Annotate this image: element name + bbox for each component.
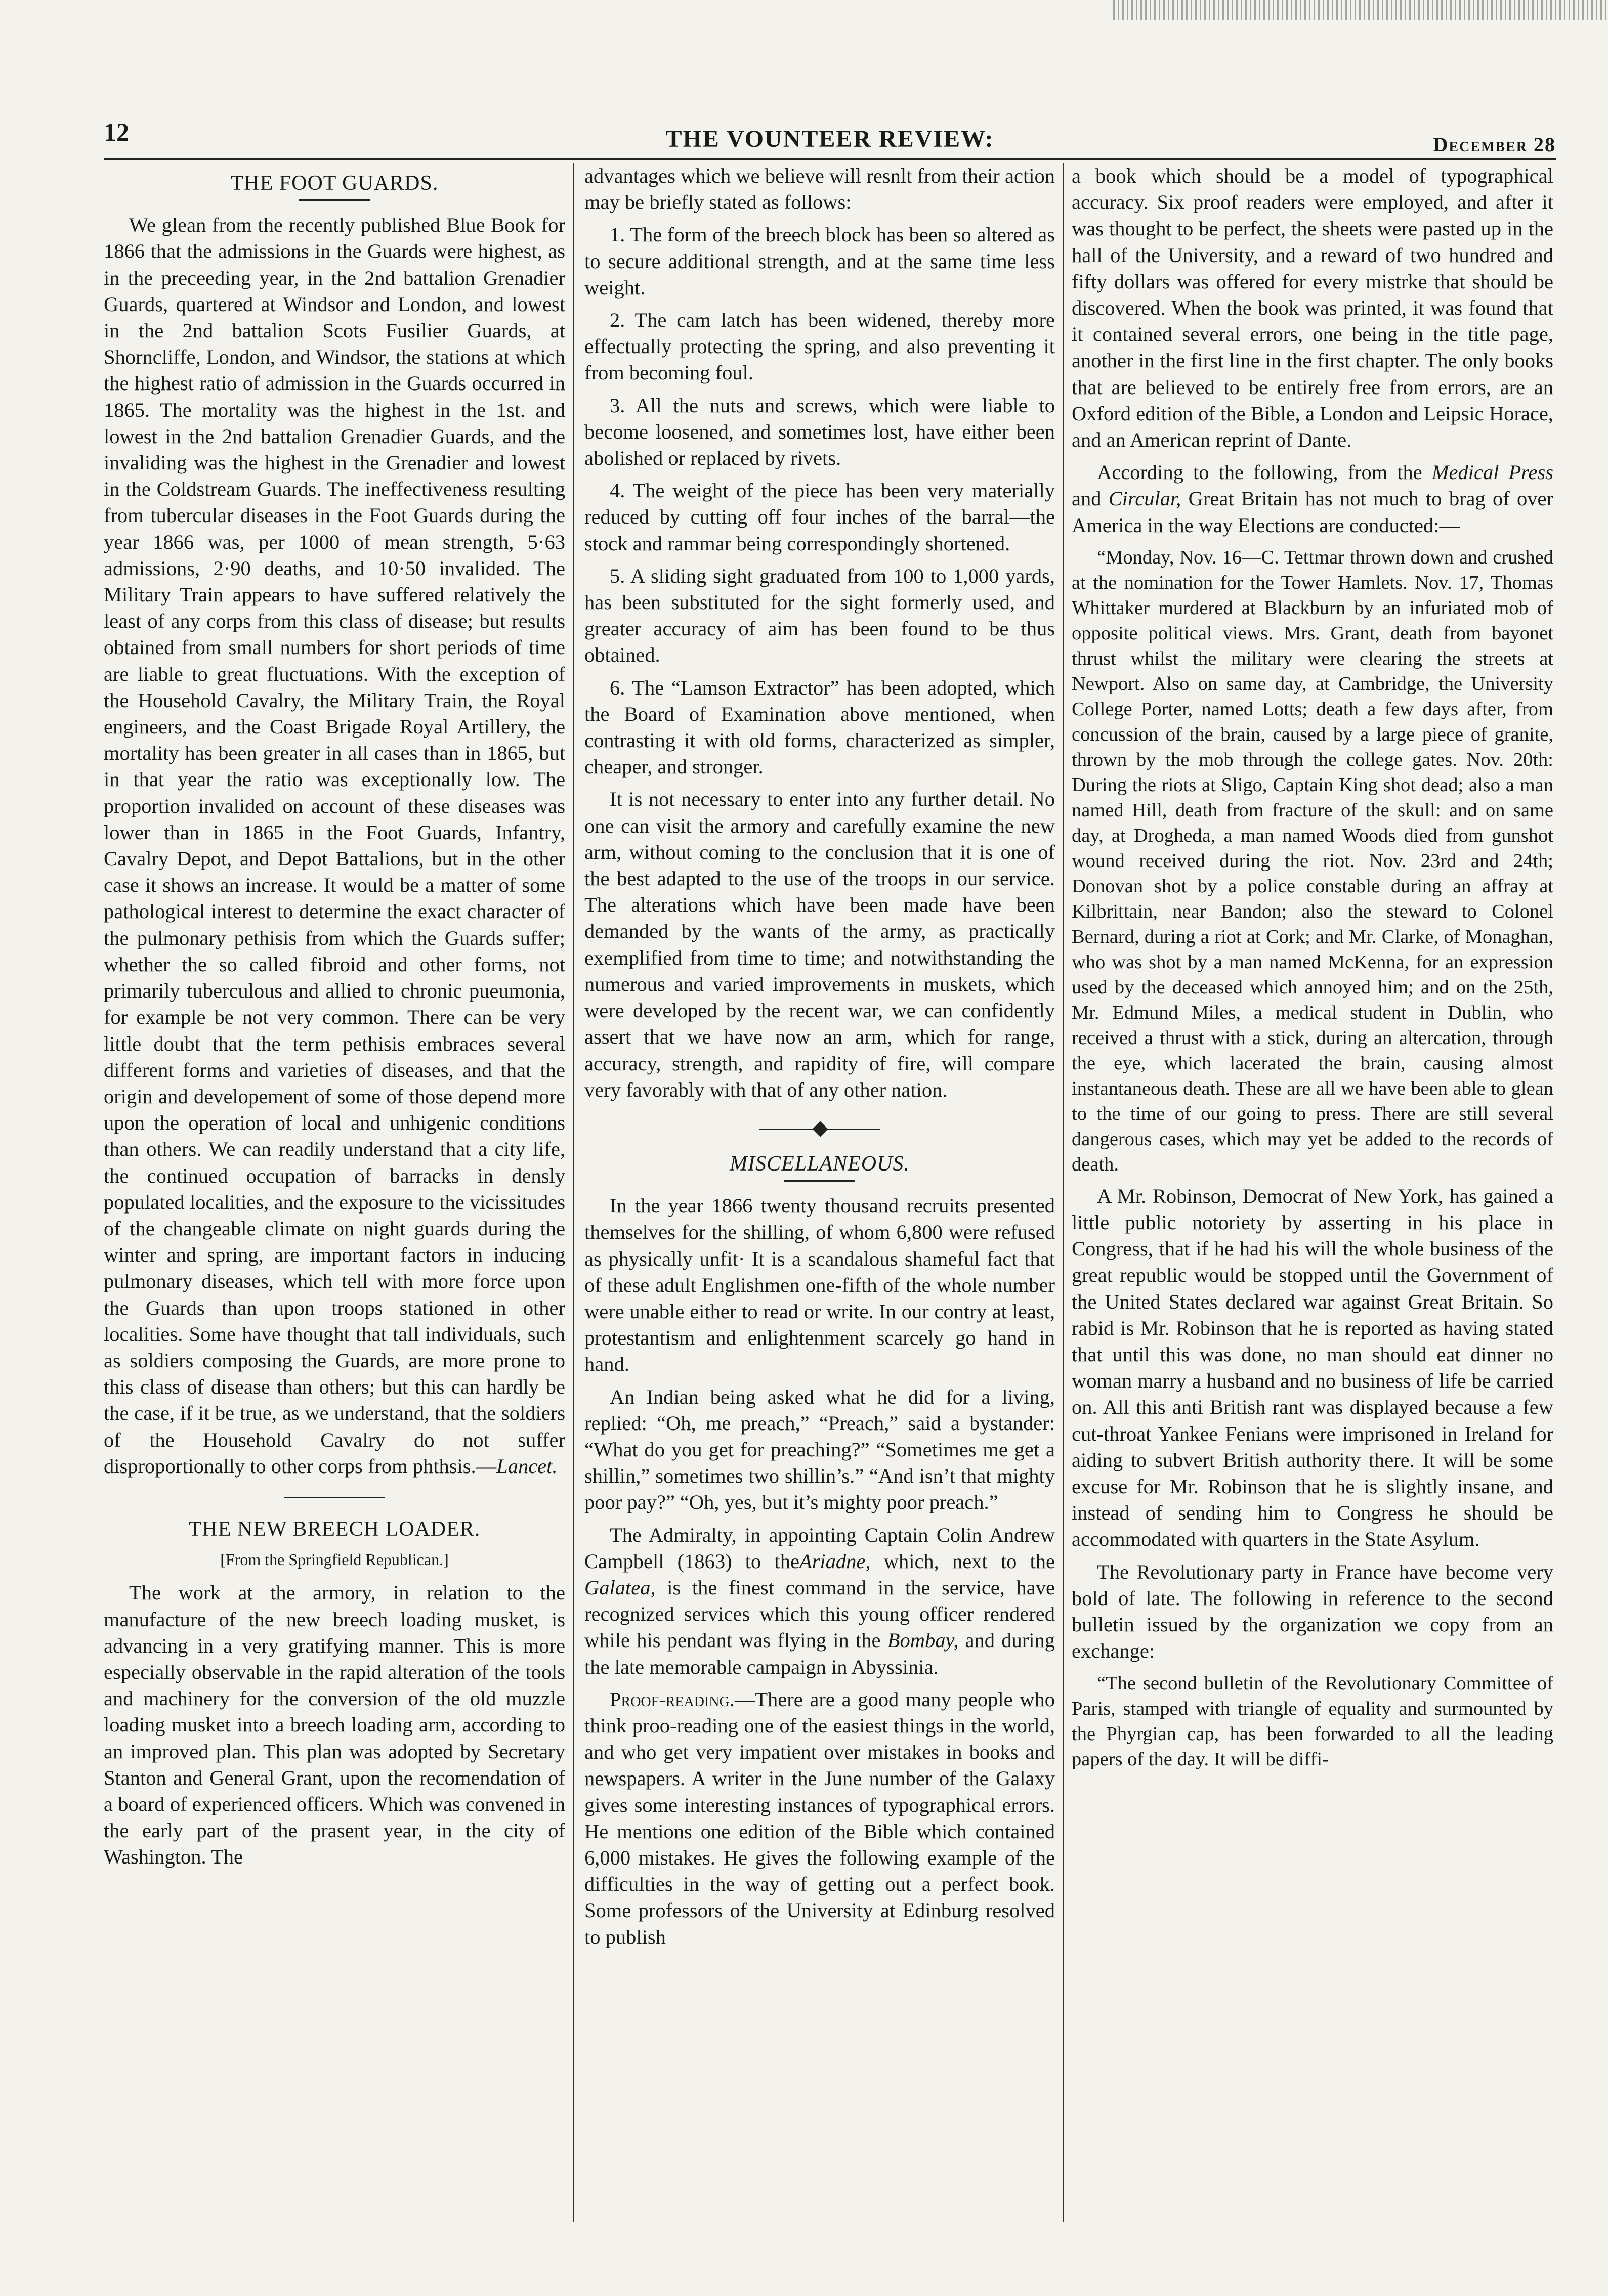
- list-item: 3. All the nuts and screws, which were liable to become loosened, and sometimes lost, have either been abolished or replaced by rivets.: [584, 394, 1055, 470]
- ornamental-rule: [759, 1121, 880, 1137]
- list-item: 2. The cam latch has been widened, thereby more effectually protecting the spring, and also preventing it from becoming foul.: [584, 309, 1055, 384]
- print-smudge: [1113, 0, 1608, 20]
- list-item: 6. The “Lamson Extractor” has been adopted, which the Board of Examination above mentioned, when contrasting it with old forms, characterized as simpler, cheaper, and stronger.: [584, 676, 1055, 778]
- article-paragraph: In the year 1866 twenty thousand recruits presented themselves for the shilling, of whom 6,800 were refused as physically unfit· It is a scandalous shameful fact that of these adult Englishmen one-fifth of the whole number were unable either to read or write. In our contry at least, protestantism and enlightenment scarcely go hand in hand.: [584, 1194, 1055, 1376]
- quoted-passage: “Monday, Nov. 16—C. Tettmar thrown down and crushed at the nomination for the Tower Hamlets. Nov. 17, Thomas Whittaker murdered at Blackburn by an infuriated mob of opposite political views. Mrs. Grant, death from bayonet thrust whilst the military were clearing the streets at Newport. Also on same day, at Cambridge, the University College Porter, named Lotts; death a few days after, from concussion of the brain, caused by a large piece of granite, thrown by the mob through the college gates. Nov. 20th: During the riots at Sligo, Captain King shot dead; also a man named Hill, death from fracture of the skull: and on same day, at Drogheda, a man named Woods died from gunshot wound received during the riot. Nov. 23rd and 24th; Donovan shot by a police constable during an affray at Kilbrittain, near Bandon; also the steward to Colonel Bernard, during a riot at Cork; and Mr. Clarke, of Monaghan, who was shot by a man named McKenna, for an expression used by the deceased which annoyed him; and on the 25th, Mr. Edmund Miles, a medical student in Dublin, who received a thrust with a stick, during an altercation, through the eye, which lacerated the brain, causing almost instantaneous death. These are all we have been able to glean to the time of our going to press. There are still several dangerous cases, which may yet be added to the records of death.: [1072, 546, 1553, 1175]
- article-paragraph: The Revolutionary party in France have become very bold of late. The following in reference to the second bulletin issued by the organization we copy from an exchange:: [1072, 1560, 1553, 1663]
- list-item: 1. The form of the breech block has been so altered as to secure additional strength, and at the same time less weight.: [584, 223, 1055, 299]
- ship-name: Ariadne,: [799, 1549, 871, 1573]
- article-heading: THE FOOT GUARDS.: [230, 171, 439, 195]
- list-item: 5. A sliding sight graduated from 100 to 1,000 yards, has been substituted for the sight formerly used, and greater accuracy of aim has been found to be thus obtained.: [584, 564, 1055, 667]
- header-rule: [104, 158, 1556, 160]
- list-item: 4. The weight of the piece has been very materially reduced by cutting off four inches of the barral—the stock and rammar being correspondingly shortened.: [584, 479, 1055, 555]
- article-paragraph: The work at the armory, in relation to the manufacture of the new breech loading musket, is advancing in a very gratifying manner. This is more especially observable in the rapid alteration of the tools and machinery for the conversion of the old muzzle loading musket into a breech loading arm, according to an improved plan. This plan was adopted by Secretary Stanton and General Grant, upon the recomendation of a board of experienced officers. Which was convened in the early part of the prasent year, in the city of Washington. The: [104, 1581, 565, 1869]
- run-in-heading: Proof-reading.: [610, 1687, 735, 1711]
- article-paragraph: It is not necessary to enter into any further detail. No one can visit the armory and carefully examine the new arm, without coming to the conclusion that it is one of the best adapted to the use of the troops in our service. The alterations which have been made have been demanded by the wants of the army, as practically exemplified from time to time; and notwithstanding the numerous and varied improvements in muskets, which were developed by the recent war, we can confidently assert that we have now an arm, which for range, accuracy, strength, and rapidity of fire, will compare very favorably with that of any other nation.: [584, 788, 1055, 1101]
- column-2: [584, 163, 1055, 2222]
- article-paragraph: Proof-reading.—There are a good many people who think proo-reading one of the easiest things in the world, and who get very impatient over mistakes in books and newspapers. A writer in the June number of the Galaxy gives some interesting instances of typographical errors. He mentions one edition of the Bible which contained 6,000 mistakes. He gives the following example of the difficulties in the way of getting out a perfect book. Some professors of the University at Edinburg resolved to publish: [584, 1687, 1055, 1948]
- heading-rule: [784, 1180, 855, 1182]
- page-number: 12: [104, 118, 129, 146]
- article-paragraph: An Indian being asked what he did for a living, replied: “Oh, me preach,” “Preach,” said a bystander: “What do you get for preaching?” “Sometimes me get a shillin,” sometimes two shillin’s.” “And isn’t that mighty poor pay?” “Oh, yes, but it’s mighty poor preach.”: [584, 1385, 1055, 1514]
- article-paragraph: The Admiralty, in appointing Captain Colin Andrew Campbell (1863) to theAriadne, which, next to the Galatea, is the finest command in the service, have recognized services which this young officer rendered while his pendant was flying in the Bombay, and during the late memorable campaign in Abyssinia.: [584, 1523, 1055, 1678]
- article-heading: THE NEW BREECH LOADER.: [188, 1517, 481, 1541]
- article-paragraph: According to the following, from the Medical Press and Circular, Great Britain has not much to brag of over America in the way Elections are conducted:—: [1072, 461, 1553, 537]
- article-text: We glean from the recently published Blue Book for 1866 that the admissions in the Guards were highest, as in the preceeding year, in the 2nd battalion Grenadier Guards, quartered at Windsor and London, and lowest in the 2nd battalion Scots Fusilier Guards, at Shorncliffe, London, and Windsor, the stations at which the highest ratio of admission in the Guards occurred in 1865. The mortality was the highest in the 1st. and lowest in the 2nd battalion Grenadier Guards, and the invaliding was the highest in the Grenadier and lowest in the Coldstream Guards. The ineffectiveness resulting from tubercular diseases in the Foot Guards during the year 1866 was, per 1000 of mean strength, 5·63 admissions, 2·90 deaths, and 10·50 invalided. The Military Train appears to have suffered relatively the least of any corps from this class of disease; but results obtained from small numbers for short periods of time are liable to great fluctuations. With the exception of the Household Cavalry, the Military Train, the Royal engineers, and the Coast Brigade Royal Artillery, the mortality has been greater in all cases than in 1865, but in that year the ratio was exceptionally low. The proportion invalided on account of these diseases was lower than in 1865 in the Foot Guards, Infantry, Cavalry Depot, and Depot Battalions, but in the other case it shows an increase. It would be a matter of some pathological interest to determine the exact character of the pulmonary pethisis from which the Guards suffer; whether the so called fibroid and other forms, not primarily tuberculous and allied to chronic pueumonia, for example be not very common. There can be very little doubt that the term pethisis embraces several different forms and varieties of diseases, and that the origin and developement of some of those depend more upon the operation of local and unhigenic conditions than others. We can readily understand that a city life, the continued occupation of barracks in densly populated localities, and the exposure to the vicissitudes of the changeable climate on night guards during the winter and spring, are important factors in inducing pulmonary diseases, which tell with more force upon the Guards than upon troops stationed in other localities. Some have thought that tall individuals, such as soldiers composing the Guards, are more prone to this class of disease than others; but this can hardly be the case, if it be true, as we understand, that the soldiers of the Household Cavalry do not suffer disproportionally to other corps from phthsis.—: [104, 213, 565, 1478]
- quoted-passage: “The second bulletin of the Revolutionary Committee of Paris, stamped with triangle of equality and surmounted by the Phyrgian cap, has been forwarded to all the leading papers of the day. It will be diffi-: [1072, 1672, 1553, 1770]
- source-line: [From the Springfield Republican.]: [220, 1550, 449, 1569]
- publication-name: Circular,: [1108, 487, 1181, 510]
- running-title: THE VOUNTEER REVIEW:: [665, 125, 994, 152]
- column-divider: [573, 163, 574, 2222]
- article-paragraph: a book which should be a model of typographical accuracy. Six proof readers were employed, and after it was thought to be perfect, the sheets were pasted up in the hall of the University, and a reward of two hundred and fifty dollars was offered for every mistrke that should be discovered. When the book was printed, it was found that it contained several errors, one being in the title page, another in the first line in the first chapter. The only books that are believed to be entirely free from errors, are an Oxford edition of the Bible, a London and Leipsic Horace, and an American reprint of Dante.: [1072, 164, 1553, 452]
- column-divider: [1063, 163, 1064, 2222]
- article-paragraph: A Mr. Robinson, Democrat of New York, has gained a little public notoriety by asserting in his place in Congress, that if he had his will the whole business of the great republic would be stopped until the Government of the United States declared war against Great Britain. So rabid is Mr. Robinson that he is reported as having stated that until this was done, no man should eat dinner no woman marry a husband and no business of life be carried on. All this anti British rant was displayed because a few cut-throat Yankee Fenians were imprisoned in Ireland for aiding to subvert British authority there. It will be some excuse for Mr. Robinson that he is slightly insane, and instead of sending him to Congress he should be accommodated with quarters in the State Asylum.: [1072, 1184, 1553, 1551]
- publication-name: Medical Press: [1431, 461, 1553, 484]
- column-1: [104, 163, 565, 2222]
- issue-date: December 28: [1433, 133, 1556, 156]
- article-paragraph: [104, 212, 565, 1480]
- ship-name: Bombay,: [887, 1629, 959, 1652]
- heading-rule: [299, 199, 370, 201]
- section-rule: [284, 1497, 385, 1498]
- ship-name: Galatea,: [584, 1576, 656, 1599]
- source-credit: Lancet.: [496, 1454, 558, 1478]
- column-3: [1072, 163, 1553, 2222]
- section-heading: MISCELLANEOUS.: [730, 1152, 910, 1176]
- page-header: [104, 112, 1556, 158]
- article-paragraph: advantages which we believe will resnlt from their action may be briefly stated as follows:: [584, 164, 1055, 214]
